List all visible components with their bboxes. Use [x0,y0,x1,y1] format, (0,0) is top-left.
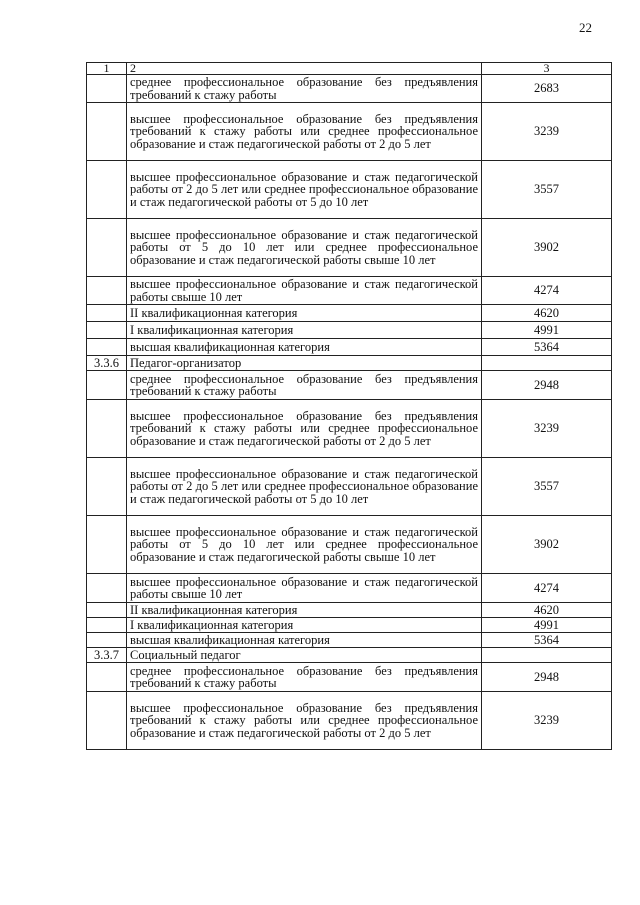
row-number-cell [87,618,127,633]
salary-value-cell: 3239 [482,692,612,750]
table-row [87,663,612,692]
row-number-cell [87,633,127,648]
table-row [87,618,612,633]
row-number-cell [87,663,127,692]
salary-value-cell: 4620 [482,603,612,618]
table-row [87,277,612,305]
salary-value-cell: 3239 [482,103,612,161]
row-number-cell [87,103,127,161]
salary-value-cell: 5364 [482,633,612,648]
description-cell: высшая квалификационная категория [127,339,482,356]
table-row [87,75,612,103]
header-col-3: 3 [482,63,612,75]
row-number-cell [87,400,127,458]
description-cell: высшее профессиональное образование и стаж педагогической работы от 2 до 5 лет или среднее профессиональное образование и стаж педагогической работы от 5 до 10 лет [127,458,482,516]
table-row [87,400,612,458]
description-cell: II квалификационная категория [127,603,482,618]
table-header-row [87,63,612,75]
description-cell: высшее профессиональное образование и стаж педагогической работы от 2 до 5 лет или среднее профессиональное образование и стаж педагогической работы от 5 до 10 лет [127,161,482,219]
description-cell: среднее профессиональное образование без предъявления требований к стажу работы [127,371,482,400]
header-col-2: 2 [127,63,482,75]
salary-value-cell: 3557 [482,458,612,516]
description-cell: Педагог-организатор [127,356,482,371]
salary-value-cell: 2948 [482,663,612,692]
salary-value-cell: 4620 [482,305,612,322]
section-row [87,356,612,371]
row-number-cell [87,75,127,103]
table-row [87,371,612,400]
salary-value-cell: 3902 [482,219,612,277]
description-cell: среднее профессиональное образование без предъявления требований к стажу работы [127,75,482,103]
salary-value-cell: 3239 [482,400,612,458]
salary-value-cell: 3557 [482,161,612,219]
description-cell: I квалификационная категория [127,618,482,633]
table-row [87,322,612,339]
row-number-cell [87,339,127,356]
salary-value-cell: 3902 [482,516,612,574]
description-cell: среднее профессиональное образование без предъявления требований к стажу работы [127,663,482,692]
salary-value-cell: 2948 [482,371,612,400]
page-number: 22 [579,20,592,35]
row-number-cell: 3.3.7 [87,648,127,663]
table-row [87,633,612,648]
description-cell: высшее профессиональное образование и стаж педагогической работы свыше 10 лет [127,574,482,603]
description-cell: Социальный педагог [127,648,482,663]
row-number-cell [87,574,127,603]
table-row [87,574,612,603]
table-row [87,339,612,356]
row-number-cell [87,322,127,339]
salary-value-cell [482,648,612,663]
salary-value-cell: 4274 [482,277,612,305]
table-row [87,458,612,516]
row-number-cell [87,458,127,516]
description-cell: II квалификационная категория [127,305,482,322]
description-cell: высшее профессиональное образование без предъявления требований к стажу работы или среднее профессиональное образование и стаж педагогической работы от 2 до 5 лет [127,103,482,161]
salary-value-cell: 5364 [482,339,612,356]
table-row [87,219,612,277]
row-number-cell [87,305,127,322]
row-number-cell [87,161,127,219]
table-row [87,305,612,322]
description-cell: I квалификационная категория [127,322,482,339]
description-cell: высшая квалификационная категория [127,633,482,648]
salary-value-cell: 4274 [482,574,612,603]
salary-value-cell: 2683 [482,75,612,103]
description-cell: высшее профессиональное образование и стаж педагогической работы свыше 10 лет [127,277,482,305]
description-cell: высшее профессиональное образование и стаж педагогической работы от 5 до 10 лет или среднее профессиональное образование и стаж педагогической работы свыше 10 лет [127,219,482,277]
row-number-cell [87,219,127,277]
row-number-cell [87,692,127,750]
section-row [87,648,612,663]
salary-value-cell: 4991 [482,618,612,633]
description-cell: высшее профессиональное образование без предъявления требований к стажу работы или среднее профессиональное образование и стаж педагогической работы от 2 до 5 лет [127,400,482,458]
header-col-1: 1 [87,63,127,75]
table-row [87,692,612,750]
table-row [87,603,612,618]
row-number-cell [87,516,127,574]
salary-value-cell [482,356,612,371]
table-row [87,161,612,219]
row-number-cell [87,371,127,400]
row-number-cell [87,277,127,305]
description-cell: высшее профессиональное образование без предъявления требований к стажу работы или среднее профессиональное образование и стаж педагогической работы от 2 до 5 лет [127,692,482,750]
salary-value-cell: 4991 [482,322,612,339]
description-cell: высшее профессиональное образование и стаж педагогической работы от 5 до 10 лет или среднее профессиональное образование и стаж педагогической работы свыше 10 лет [127,516,482,574]
salary-table [86,62,612,750]
row-number-cell: 3.3.6 [87,356,127,371]
row-number-cell [87,603,127,618]
salary-table-body [87,63,612,750]
table-row [87,103,612,161]
table-row [87,516,612,574]
